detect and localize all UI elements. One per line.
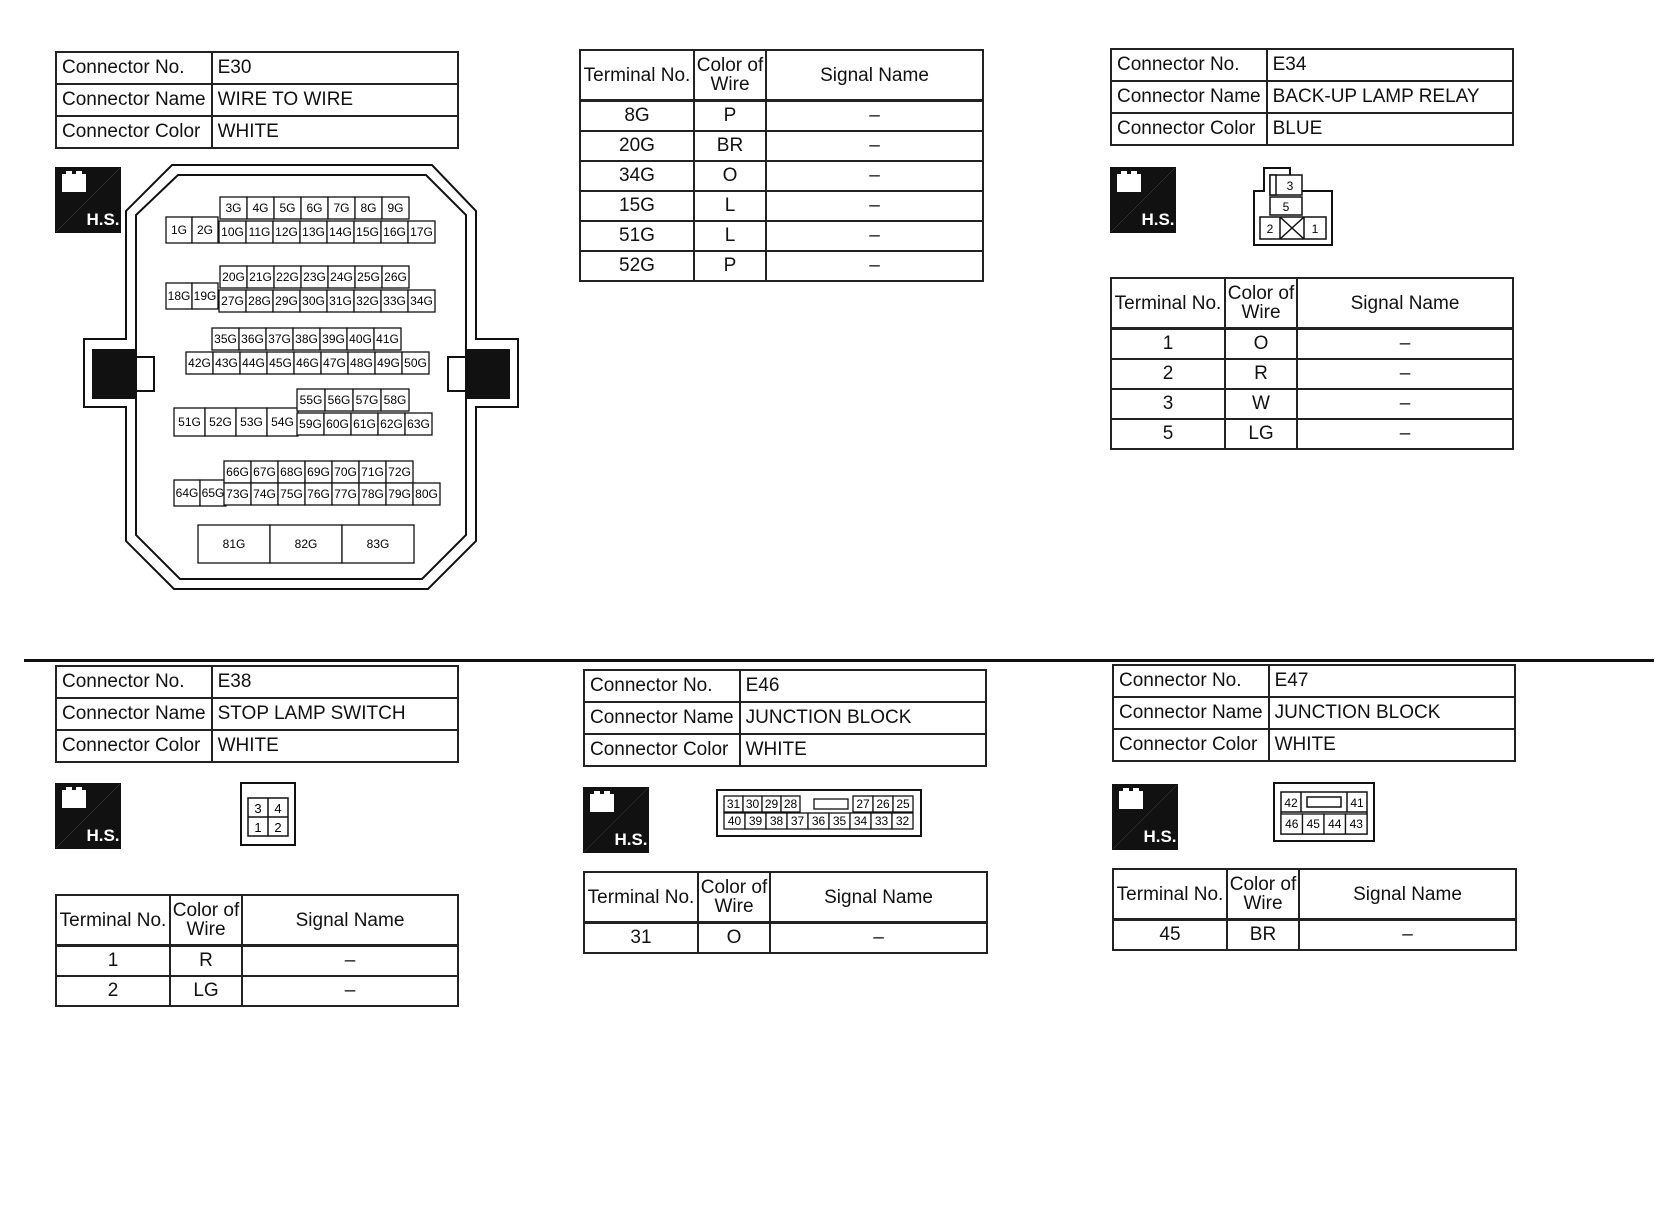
terminal-no-header: Terminal No. — [1111, 278, 1225, 329]
terminal-label: 73G — [226, 487, 249, 501]
table-row: 8G P – — [580, 101, 983, 132]
terminal-label: 30G — [302, 294, 325, 308]
terminal-label: 25 — [896, 797, 910, 811]
terminal-label: 69G — [307, 465, 330, 479]
terminal-no-header: Terminal No. — [584, 872, 698, 923]
label-connector-color: Connector Color — [56, 116, 212, 148]
terminal-label: 33G — [383, 294, 406, 308]
terminal-label: 11G — [248, 225, 271, 239]
terminal-label: 35G — [214, 332, 237, 346]
e30-terminal-cells — [166, 197, 440, 563]
terminal-42-label: 42 — [1284, 796, 1298, 810]
terminal-label: 37G — [268, 332, 291, 346]
terminal-label: 29G — [275, 294, 298, 308]
terminal-label: 39 — [748, 814, 763, 828]
label-connector-color: Connector Color — [1111, 113, 1267, 145]
terminal-label: 16G — [383, 225, 406, 239]
terminal-label: 50G — [404, 356, 427, 370]
label-connector-no: Connector No. — [56, 52, 212, 84]
connector-color-value: WHITE — [1269, 729, 1515, 761]
terminal-label: 32G — [356, 294, 379, 308]
signal-name-header: Signal Name — [770, 872, 987, 923]
terminal-label: 32 — [895, 814, 910, 828]
terminal-label: 45 — [1306, 817, 1320, 831]
table-row: 1 O – — [1111, 329, 1513, 360]
connector-color-value: WHITE — [740, 734, 986, 766]
terminal-label: 68G — [280, 465, 303, 479]
terminal-label: 74G — [253, 487, 276, 501]
harness-side-icon — [55, 783, 121, 849]
terminal-label: 43 — [1349, 817, 1363, 831]
terminal-label: 33 — [874, 814, 889, 828]
e30-connector-info — [55, 51, 459, 149]
harness-side-icon — [1112, 784, 1178, 850]
terminal-label: 35 — [832, 814, 847, 828]
e30-connector-face — [82, 163, 520, 593]
label-connector-color: Connector Color — [584, 734, 740, 766]
terminal-label: 21G — [249, 270, 272, 284]
harness-side-icon — [583, 787, 649, 853]
terminal-label: 28 — [783, 797, 798, 811]
terminal-label: 40G — [349, 332, 372, 346]
connector-no-value: E30 — [212, 52, 458, 84]
label-connector-color: Connector Color — [1113, 729, 1269, 761]
terminal-label: 49G — [377, 356, 400, 370]
e47-terminal-cells — [1281, 814, 1367, 834]
terminal-label: 70G — [334, 465, 357, 479]
signal-name-header: Signal Name — [242, 895, 458, 946]
terminal-3-label: 3 — [254, 801, 262, 816]
table-row: 15G L – — [580, 191, 983, 221]
harness-side-icon — [1110, 167, 1176, 233]
e38-connector-info — [55, 665, 459, 763]
e47-connector-face — [1273, 782, 1375, 842]
terminal-label: 75G — [280, 487, 303, 501]
terminal-label: 3G — [225, 201, 242, 215]
label-connector-no: Connector No. — [1113, 665, 1269, 697]
terminal-1-label: 1 — [254, 820, 262, 835]
terminal-label: 61G — [353, 417, 376, 431]
terminal-label: 45G — [269, 356, 292, 370]
terminal-label: 44G — [242, 356, 265, 370]
e34-connector-face — [1252, 167, 1336, 247]
wire-color-header: Color of Wire — [698, 872, 770, 923]
terminal-label: 37 — [790, 814, 805, 828]
terminal-label: 43G — [215, 356, 238, 370]
section-divider — [24, 659, 1654, 662]
signal-name-header: Signal Name — [1299, 869, 1516, 920]
terminal-label: 2G — [196, 223, 214, 237]
terminal-label: 63G — [407, 417, 430, 431]
terminal-label: 80G — [415, 487, 438, 501]
terminal-label: 39G — [322, 332, 345, 346]
wire-color-header: Color of Wire — [1227, 869, 1299, 920]
terminal-label: 31G — [329, 294, 352, 308]
terminal-label: 12G — [275, 225, 298, 239]
label-connector-no: Connector No. — [584, 670, 740, 702]
connector-color-value: WHITE — [212, 116, 458, 148]
terminal-1-label: 1 — [1311, 222, 1319, 236]
e47-terminal-table — [1112, 868, 1517, 951]
e38-terminal-table — [55, 894, 459, 1007]
terminal-label: 7G — [333, 201, 350, 215]
terminal-label: 52G — [209, 415, 232, 429]
terminal-label: 6G — [306, 201, 323, 215]
terminal-label: 72G — [388, 465, 411, 479]
terminal-41-label: 41 — [1350, 796, 1364, 810]
terminal-no-header: Terminal No. — [1113, 869, 1227, 920]
label-connector-name: Connector Name — [56, 84, 212, 116]
terminal-label: 27 — [856, 797, 870, 811]
terminal-label: 26G — [384, 270, 407, 284]
table-row: 3 W – — [1111, 389, 1513, 419]
table-row: 51G L – — [580, 221, 983, 251]
terminal-label: 31 — [726, 797, 741, 811]
terminal-label: 13G — [302, 225, 325, 239]
terminal-label: 8G — [360, 201, 377, 215]
connector-name-value: WIRE TO WIRE — [212, 84, 458, 116]
hs-label: H.S. — [1141, 210, 1175, 229]
hs-label: H.S. — [86, 826, 120, 845]
terminal-label: 57G — [355, 393, 379, 407]
table-row: 52G P – — [580, 251, 983, 281]
table-row: 34G O – — [580, 161, 983, 191]
terminal-label: 76G — [307, 487, 330, 501]
terminal-label: 65G — [201, 486, 225, 500]
terminal-label: 46G — [296, 356, 319, 370]
e46-terminal-table — [583, 871, 988, 954]
terminal-label: 19G — [193, 289, 217, 303]
terminal-label: 5G — [279, 201, 296, 215]
terminal-label: 24G — [330, 270, 353, 284]
label-connector-color: Connector Color — [56, 730, 212, 762]
terminal-label: 15G — [356, 225, 379, 239]
connector-no-value: E38 — [212, 666, 458, 698]
terminal-label: 55G — [299, 393, 323, 407]
wire-color-header: Color of Wire — [170, 895, 242, 946]
connector-name-value: JUNCTION BLOCK — [740, 702, 986, 734]
e34-terminal-table — [1110, 277, 1514, 450]
terminal-label: 47G — [323, 356, 346, 370]
table-row: 2 LG – — [56, 976, 458, 1006]
terminal-label: 66G — [226, 465, 249, 479]
connector-name-value: BACK-UP LAMP RELAY — [1267, 81, 1513, 113]
label-connector-no: Connector No. — [56, 666, 212, 698]
terminal-label: 17G — [410, 225, 433, 239]
terminal-label: 20G — [222, 270, 245, 284]
connector-color-value: BLUE — [1267, 113, 1513, 145]
terminal-label: 27G — [221, 294, 244, 308]
label-connector-name: Connector Name — [56, 698, 212, 730]
terminal-label: 38 — [769, 814, 784, 828]
signal-name-header: Signal Name — [766, 50, 983, 101]
terminal-label: 48G — [350, 356, 373, 370]
terminal-label: 1G — [170, 223, 188, 237]
e46-connector-info — [583, 669, 987, 767]
signal-name-header: Signal Name — [1297, 278, 1513, 329]
terminal-label: 71G — [361, 465, 384, 479]
terminal-no-header: Terminal No. — [56, 895, 170, 946]
table-row: 20G BR – — [580, 131, 983, 161]
terminal-label: 42G — [188, 356, 211, 370]
terminal-label: 28G — [248, 294, 271, 308]
terminal-label: 25G — [357, 270, 380, 284]
connector-name-value: STOP LAMP SWITCH — [212, 698, 458, 730]
hs-label: H.S. — [614, 830, 648, 849]
terminal-2-label: 2 — [274, 820, 282, 835]
wire-color-header: Color of Wire — [1225, 278, 1297, 329]
terminal-label: 64G — [175, 486, 199, 500]
terminal-label: 14G — [329, 225, 352, 239]
connector-name-value: JUNCTION BLOCK — [1269, 697, 1515, 729]
terminal-label: 26 — [876, 797, 890, 811]
terminal-3-label: 3 — [1286, 179, 1294, 193]
label-connector-name: Connector Name — [584, 702, 740, 734]
e47-connector-info — [1112, 664, 1516, 762]
terminal-label: 30 — [745, 797, 760, 811]
table-row: 31 O – — [584, 923, 987, 954]
hs-label: H.S. — [1143, 827, 1177, 846]
terminal-label: 67G — [253, 465, 276, 479]
hs-label: H.S. — [86, 210, 120, 229]
terminal-no-header: Terminal No. — [580, 50, 694, 101]
terminal-label: 60G — [326, 417, 349, 431]
terminal-label: 23G — [303, 270, 326, 284]
terminal-label: 22G — [276, 270, 299, 284]
terminal-label: 56G — [327, 393, 351, 407]
connector-no-value: E47 — [1269, 665, 1515, 697]
terminal-label: 4G — [252, 201, 269, 215]
e30-terminal-table — [579, 49, 984, 282]
wire-color-header: Color of Wire — [694, 50, 766, 101]
table-row: 45 BR – — [1113, 920, 1516, 951]
terminal-label: 36G — [241, 332, 264, 346]
label-connector-no: Connector No. — [1111, 49, 1267, 81]
label-connector-name: Connector Name — [1111, 81, 1267, 113]
terminal-label: 9G — [387, 201, 404, 215]
terminal-label: 38G — [295, 332, 318, 346]
terminal-label: 18G — [167, 289, 191, 303]
terminal-label: 77G — [334, 487, 357, 501]
terminal-label: 41G — [376, 332, 399, 346]
terminal-label: 44 — [1328, 817, 1342, 831]
connector-color-value: WHITE — [212, 730, 458, 762]
table-row: 5 LG – — [1111, 419, 1513, 449]
terminal-label: 54G — [271, 415, 294, 429]
terminal-label: 82G — [294, 537, 318, 551]
label-connector-name: Connector Name — [1113, 697, 1269, 729]
terminal-label: 53G — [240, 415, 263, 429]
e46-terminal-cells — [724, 796, 913, 829]
terminal-label: 40 — [727, 814, 742, 828]
terminal-label: 46 — [1285, 817, 1299, 831]
terminal-5-label: 5 — [1282, 200, 1290, 214]
terminal-label: 29 — [764, 797, 779, 811]
terminal-label: 83G — [366, 537, 390, 551]
terminal-label: 59G — [299, 417, 322, 431]
terminal-label: 58G — [383, 393, 407, 407]
terminal-2-label: 2 — [1266, 222, 1274, 236]
terminal-4-label: 4 — [274, 801, 282, 816]
terminal-label: 81G — [222, 537, 246, 551]
terminal-label: 36 — [811, 814, 826, 828]
terminal-label: 78G — [361, 487, 384, 501]
e46-connector-face — [716, 789, 922, 837]
terminal-label: 34G — [410, 294, 433, 308]
terminal-label: 34 — [853, 814, 868, 828]
table-row: 2 R – — [1111, 359, 1513, 389]
terminal-label: 10G — [221, 225, 244, 239]
terminal-label: 62G — [380, 417, 403, 431]
e34-connector-info — [1110, 48, 1514, 146]
connector-no-value: E34 — [1267, 49, 1513, 81]
table-row: 1 R – — [56, 946, 458, 977]
terminal-label: 51G — [178, 415, 201, 429]
e38-connector-face — [240, 782, 296, 846]
terminal-label: 79G — [388, 487, 411, 501]
connector-no-value: E46 — [740, 670, 986, 702]
